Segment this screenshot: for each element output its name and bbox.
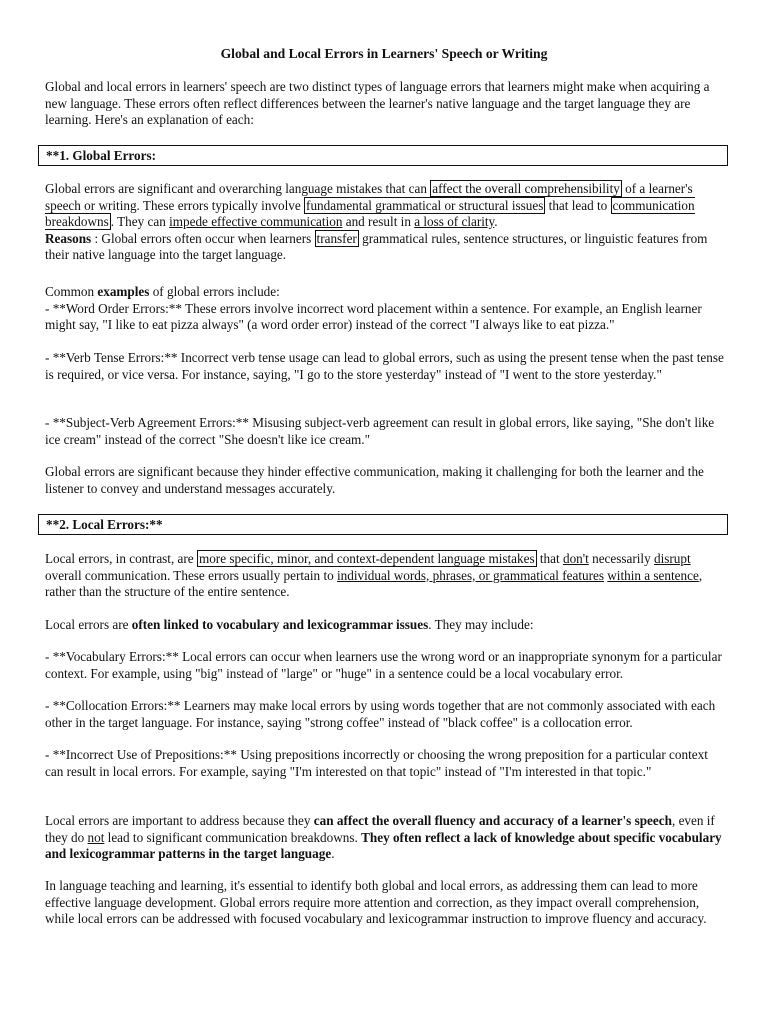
global-example-verb-tense: - **Verb Tense Errors:** Incorrect verb tense usage can lead to global errors, such as using the present tense when the past tense is required, or vice versa. For instance, saying, "I go to the store yesterday" instead of "I went to the store yesterday." (45, 350, 724, 382)
text-run: lead to significant communication breakdowns. (104, 829, 362, 845)
text-run: that (536, 551, 563, 566)
text-run: . They can (110, 214, 170, 230)
bold-phrase: often linked to vocabulary and lexicogrammar issues (131, 617, 429, 632)
text-run: Local errors, in contrast, are (45, 551, 197, 566)
text-run: of a learner's speech or writing. These errors typically involve (45, 181, 693, 213)
local-example-collocation: - **Collocation Errors:** Learners may make local errors by using words together that are not commonly associated with each other in the target language. For instance, saying "strong coffee" instead of "black coffee" is a collocation error. (45, 698, 716, 730)
global-example-word-order: - **Word Order Errors:** These errors involve incorrect word placement within a sentence. For example, an English learner might say, "I like to eat pizza always" (a word order error) instead of the correct "I always like to eat pizza." (45, 300, 702, 333)
global-examples-paragraph (45, 284, 725, 334)
underlined-phrase: a loss of clarity (414, 214, 495, 230)
text-run: Local errors are important to address because they (45, 813, 314, 828)
text-run: . (331, 846, 335, 862)
global-conclusion-paragraph: Global errors are significant because they hinder effective communication, making it challenging for both the learner and the listener to convey and understand messages accurately. (45, 464, 704, 496)
section-heading-local: **2. Local Errors:** (38, 514, 728, 535)
text-run: and result in (342, 214, 415, 230)
global-example-subject-verb: - **Subject-Verb Agreement Errors:** Misusing subject-verb agreement can result in global errors, like saying, "She don't like ice cream" instead of the correct "She doesn't like ice cream." (45, 415, 715, 447)
text-run: . (494, 214, 498, 230)
text-run: grammatical rules, sentence structures, or linguistic features from their native language into the target language. (45, 230, 708, 263)
local-example-vocabulary: - **Vocabulary Errors:** Local errors can occur when learners use the wrong word or an inappropriate synonym for a particular context. For example, using "big" instead of "large" or "huge" in a sentence could be a local vocabulary error. (45, 649, 722, 681)
bold-phrase: examples (97, 284, 150, 299)
text-run: , rather than the structure of the entire sentence. (45, 567, 703, 600)
text-run: , even if they do (45, 813, 715, 845)
closing-paragraph: In language teaching and learning, it's essential to identify both global and local errors, as addressing them can lead to more effective language development. Global errors require more attention and correction, as they impact overall comprehension, while local errors can be addressed with focused vocabulary and lexicogrammar instruction to improve fluency and accuracy. (45, 878, 707, 927)
section-heading-global: **1. Global Errors: (38, 145, 728, 166)
local-definition-paragraph (45, 551, 725, 601)
text-run: Local errors are (45, 617, 132, 632)
reasons-label: Reasons (45, 230, 92, 246)
underlined-phrase: disrupt (653, 551, 691, 566)
local-example-prepositions: - **Incorrect Use of Prepositions:** Using prepositions incorrectly or choosing the wrong preposition for a particular context can result in local errors. For example, saying "I'm interested on that topic" instead of "I'm interested in that topic." (45, 747, 708, 779)
boxed-phrase: communication breakdowns (45, 197, 695, 230)
underlined-phrase: impede effective communication (169, 214, 343, 230)
boxed-phrase: more specific, minor, and context-dependent language mistakes (198, 551, 535, 566)
bold-phrase: They often reflect a lack of knowledge about specific vocabulary and lexicogrammar patterns in the target language (45, 829, 722, 862)
underlined-phrase: within a sentence (607, 567, 699, 583)
local-linked-paragraph (45, 617, 725, 634)
underlined-phrase: individual words, phrases, or grammatical features (337, 567, 604, 583)
intro-paragraph: Global and local errors in learners' speech are two distinct types of language errors that learners might make when acquiring a new language. These errors often reflect differences between the learner's native language and the target language they are learning. Here's an explanation of each: (45, 79, 710, 128)
text-run: Common (45, 284, 98, 299)
bold-phrase: can affect the overall fluency and accuracy of a learner's speech (313, 813, 672, 828)
boxed-phrase: fundamental grammatical or structural issues (306, 197, 544, 213)
text-run: . They may include: (428, 617, 534, 632)
text-run: Global errors are significant and overarching language mistakes that can (45, 181, 431, 196)
boxed-phrase: affect the overall comprehensibility (432, 181, 620, 196)
text-run: overall communication. These errors usually pertain to (45, 567, 337, 583)
boxed-phrase: transfer (316, 230, 357, 246)
local-importance-paragraph (45, 813, 725, 863)
text-run: of global errors include: (149, 284, 280, 299)
global-definition-paragraph (45, 181, 725, 264)
text-run: that lead to (545, 197, 611, 213)
text-run: : Global errors often occur when learners (91, 230, 315, 246)
document-title: Global and Local Errors in Learners' Speech or Writing (220, 46, 548, 61)
underlined-phrase: don't (562, 551, 589, 566)
text-run: necessarily (588, 551, 654, 566)
underlined-phrase: not (87, 829, 105, 845)
